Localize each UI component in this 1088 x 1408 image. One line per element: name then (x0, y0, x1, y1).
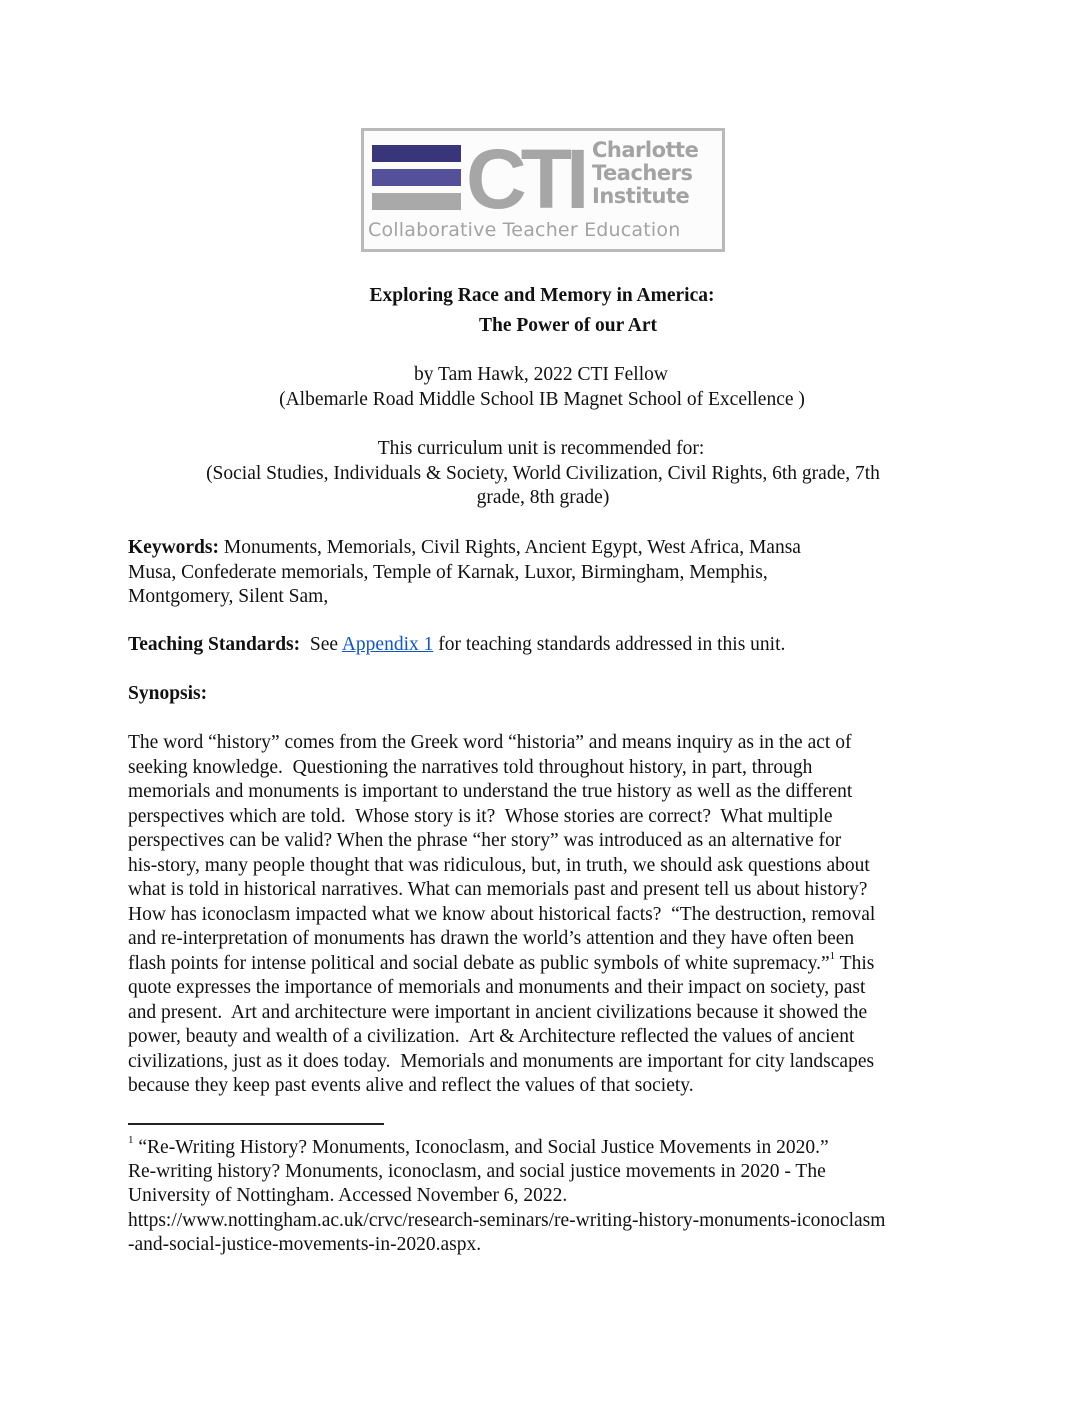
author-school: (Albemarle Road Middle School IB Magnet School of Excellence ) (279, 389, 805, 410)
synopsis-text: This (835, 952, 875, 974)
footnote (128, 1136, 968, 1257)
logo-name-line: Institute (592, 184, 690, 208)
footnote-text: Re-writing history? Monuments, iconoclasm, and social justice movements in 2020 - The (128, 1161, 826, 1183)
synopsis-paragraph (128, 731, 948, 1099)
logo-bar-gray (372, 193, 461, 210)
logo-name (592, 139, 698, 208)
appendix-1-link[interactable]: Appendix 1 (341, 634, 434, 655)
keywords-text: Musa, Confederate memorials, Temple of Karnak, Luxor, Birmingham, Memphis, (128, 561, 768, 583)
keywords-label: Keywords: (128, 537, 219, 558)
synopsis-line: quote expresses the importance of memorials and monuments and their impact on society, past (128, 977, 866, 998)
cti-logo (361, 128, 725, 252)
synopsis-line: perspectives can be valid? When the phrase “her story” was introduced as an alternative for (128, 830, 842, 851)
synopsis-line (128, 949, 948, 977)
synopsis-line: and re-interpretation of monuments has drawn the world’s attention and they have often been (128, 928, 855, 949)
recommendation-grades: grade, 8th grade) (476, 487, 610, 508)
author-byline: by Tam Hawk, 2022 CTI Fellow (414, 364, 668, 385)
teaching-standards-text: See (300, 634, 342, 655)
footnote-separator (128, 1123, 384, 1125)
footnote-url: https://www.nottingham.ac.uk/crvc/research-seminars/re-writing-history-monuments-iconoclasm (128, 1209, 886, 1231)
logo-bar-dark (372, 145, 461, 162)
teaching-standards (128, 633, 948, 658)
synopsis-line: because they keep past events alive and reflect the values of that society. (128, 1075, 694, 1096)
synopsis-line: and present. Art and architecture were important in ancient civilizations because it showed the (128, 1001, 868, 1023)
title-line-1: Exploring Race and Memory in America: (369, 285, 715, 306)
keywords-section (128, 536, 948, 610)
recommendation-subjects: (Social Studies, Individuals & Society, World Civilization, Civil Rights, 6th grade, 7th (206, 463, 880, 484)
logo-bar-mid (372, 169, 461, 186)
logo-name-line: Charlotte (592, 138, 699, 162)
synopsis-line: The word “history” comes from the Greek word “historia” and means inquiry as in the act of (128, 732, 852, 753)
synopsis-line: what is told in historical narratives. What can memorials past and present tell us about history? (128, 879, 868, 900)
footnote-text: “Re-Writing History? Monuments, Iconoclasm, and Social Justice Movements in 2020.” (133, 1137, 829, 1158)
synopsis-line: his-story, many people thought that was ridiculous, but, in truth, we should ask questions about (128, 854, 870, 876)
synopsis-heading: Synopsis: (128, 683, 208, 704)
keywords-text: Montgomery, Silent Sam, (128, 586, 329, 607)
teaching-standards-text: for teaching standards addressed in this unit. (433, 634, 786, 655)
synopsis-quote-end: flash points for intense political and social debate as public symbols of white supremacy.” (128, 952, 830, 974)
teaching-standards-label: Teaching Standards: (128, 634, 301, 655)
synopsis-line: power, beauty and wealth of a civilization. Art & Architecture reflected the values of ancient (128, 1026, 855, 1047)
footnote-marker: 1 (128, 1134, 134, 1146)
title-line-2: The Power of our Art (478, 315, 657, 336)
synopsis-line: civilizations, just as it does today. Memorials and monuments are important for city landscapes (128, 1050, 875, 1072)
synopsis-line: How has iconoclasm impacted what we know about historical facts? “The destruction, removal (128, 903, 876, 925)
footnote-url: -and-social-justice-movements-in-2020.aspx. (128, 1233, 482, 1255)
footnote-reference[interactable]: 1 (829, 949, 836, 962)
logo-tagline: Collaborative Teacher Education (368, 219, 681, 241)
logo-mark: CTI (466, 132, 584, 226)
synopsis-line: seeking knowledge. Questioning the narratives told throughout history, in part, through (128, 756, 813, 778)
logo-name-line: Teachers (592, 161, 693, 185)
keywords-text: Monuments, Memorials, Civil Rights, Ancient Egypt, West Africa, Mansa (219, 537, 801, 558)
recommendation-intro: This curriculum unit is recommended for: (377, 438, 705, 459)
synopsis-line: perspectives which are told. Whose story is it? Whose stories are correct? What multiple (128, 805, 833, 827)
synopsis-line: memorials and monuments is important to understand the true history as well as the different (128, 781, 853, 802)
footnote-text: University of Nottingham. Accessed November 6, 2022. (128, 1185, 568, 1207)
